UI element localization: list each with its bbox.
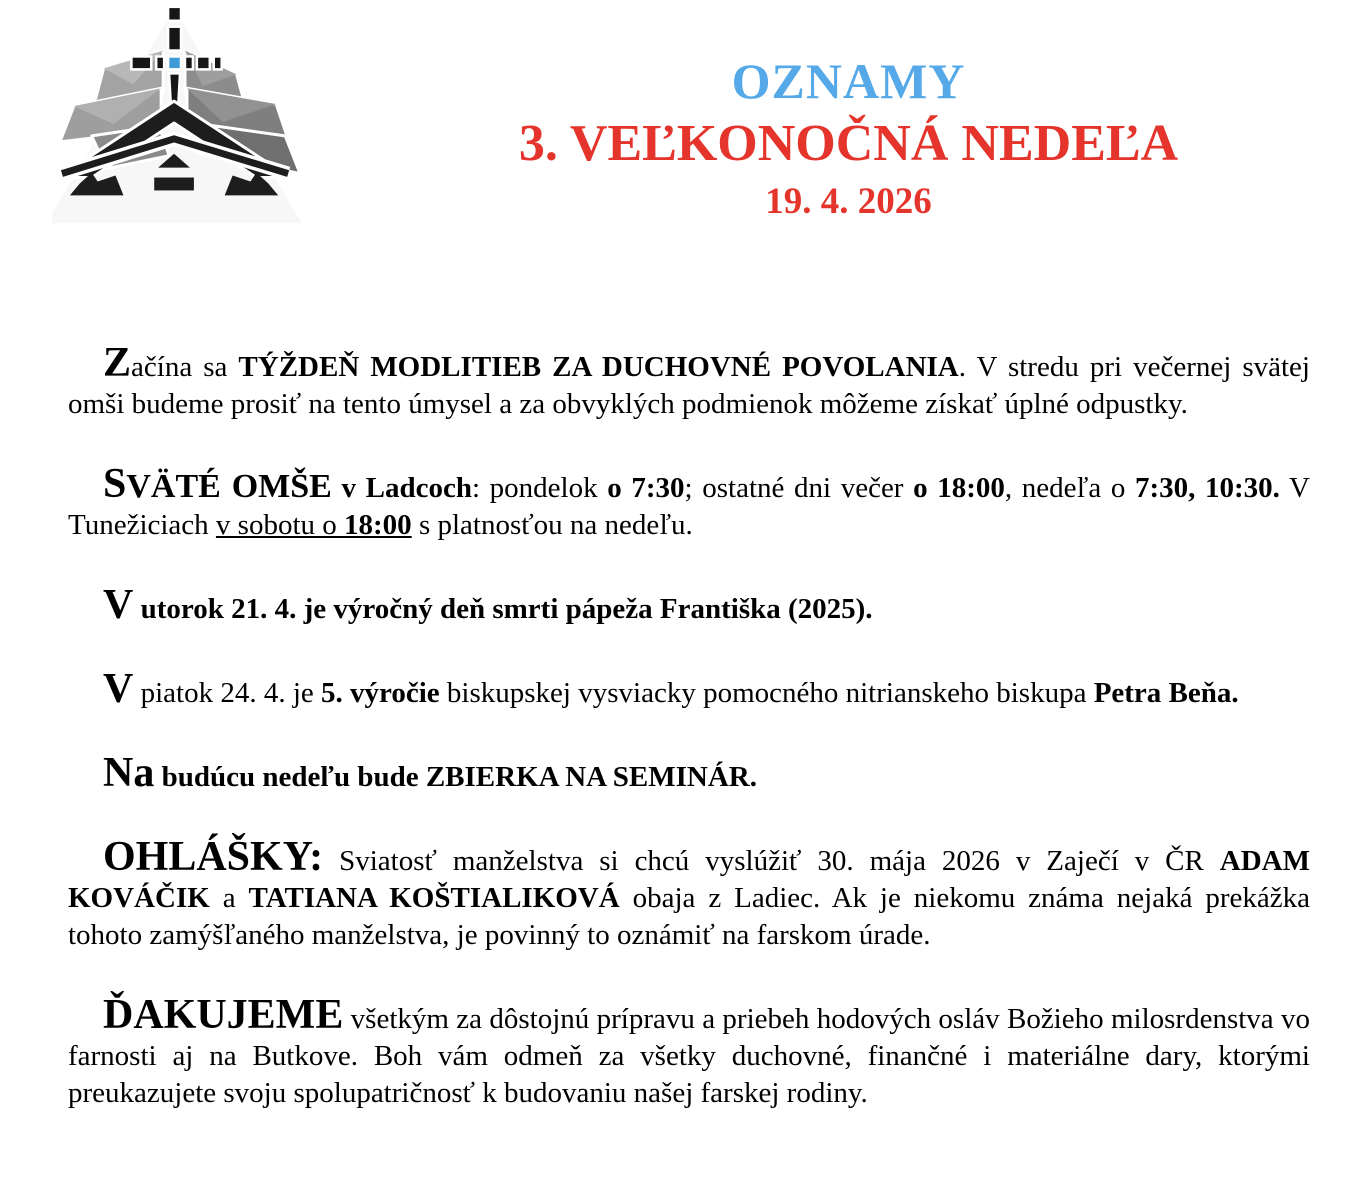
text-segment: S (103, 461, 127, 507)
church-logo-icon (52, 6, 310, 228)
text-segment: V (103, 666, 134, 712)
text-segment: ačína sa (131, 351, 239, 383)
announcement-paragraph-2 (68, 461, 1310, 544)
text-segment: o 7:30 (607, 472, 685, 504)
text-segment: ; ostatné dni večer (684, 472, 914, 504)
text-segment: piatok 24. 4. je (133, 677, 322, 709)
page-title: OZNAMY (731, 53, 966, 109)
text-segment: . V stredu pri večernej svätej omši budeme prosiť na tento úmysel a za obvyklých podmienok môžeme získať úplné odpustky. (68, 351, 1310, 420)
feast-title: 3. VEĽKONOČNÁ NEDEĽA (518, 115, 1179, 172)
announcement-paragraph-5 (68, 750, 1310, 796)
text-segment: V Tunežiciach (68, 472, 1310, 541)
text-segment: 18:00 (344, 509, 412, 541)
text-segment: Z (103, 340, 132, 386)
announcement-paragraph-3 (68, 582, 1310, 628)
text-segment: 7:30, 10:30. (1134, 472, 1280, 504)
text-segment: Sviatosť manželstva si chcú vyslúžiť 30. mája 2026 v Zaječí v ČR (323, 845, 1220, 877)
text-segment: OHLÁŠKY: (103, 834, 324, 880)
text-segment: s platnosťou na nedeľu. (411, 509, 693, 541)
title-block (335, 0, 1362, 223)
date-line: 19. 4. 2026 (765, 180, 932, 222)
text-segment: budúcu nedeľu bude ZBIERKA NA SEMINÁR. (154, 761, 757, 793)
text-segment: TÝŽDEŇ MODLITIEB ZA DUCHOVNÉ POVOLANIA (238, 351, 959, 383)
text-segment: biskupskej vysviacky pomocného nitrianskeho biskupa (439, 677, 1094, 709)
text-segment: v Ladcoch (331, 472, 472, 504)
text-segment: ADAM KOVÁČIK (68, 845, 1310, 914)
logo-cross-center (168, 56, 181, 69)
document-header (0, 0, 1362, 232)
text-segment: V (103, 582, 134, 628)
text-segment: v sobotu o (215, 509, 345, 541)
announcement-paragraph-6 (68, 834, 1310, 954)
text-segment: ĎAKUJEME (103, 992, 344, 1038)
text-segment: Petra Beňa. (1093, 677, 1239, 709)
text-segment: o 18:00 (913, 472, 1005, 504)
text-segment: VÄTÉ OMŠE (126, 468, 332, 505)
text-segment: a (209, 882, 249, 914)
text-segment: utorok 21. 4. je výročný deň smrti pápeža Františka (2025). (133, 593, 873, 625)
text-segment: obaja z Ladiec. Ak je niekomu známa nejaká prekážka tohoto zamýšľaného manželstva, je povinný to oznámiť na farskom úrade. (68, 882, 1310, 951)
text-segment: 5. výročie (321, 677, 440, 709)
text-segment: Na (103, 750, 155, 796)
announcements (0, 232, 1362, 1112)
text-segment: , nedeľa o (1004, 472, 1135, 504)
announcement-paragraph-7 (68, 992, 1310, 1112)
text-segment: všetkým za dôstojnú prípravu a priebeh hodových osláv Božieho milosrdenstva vo farnosti aj na Butkove. Boh vám odmeň za všetky duchovné, finančné i materiálne dary, ktorými preukazujete svoju spolupatričnosť k budovaniu našej farskej rodiny. (68, 1003, 1310, 1109)
text-segment: TATIANA KOŠTIALIKOVÁ (248, 882, 620, 914)
text-segment: : pondelok (471, 472, 608, 504)
announcement-paragraph-4 (68, 666, 1310, 712)
announcement-paragraph-1 (68, 340, 1310, 423)
